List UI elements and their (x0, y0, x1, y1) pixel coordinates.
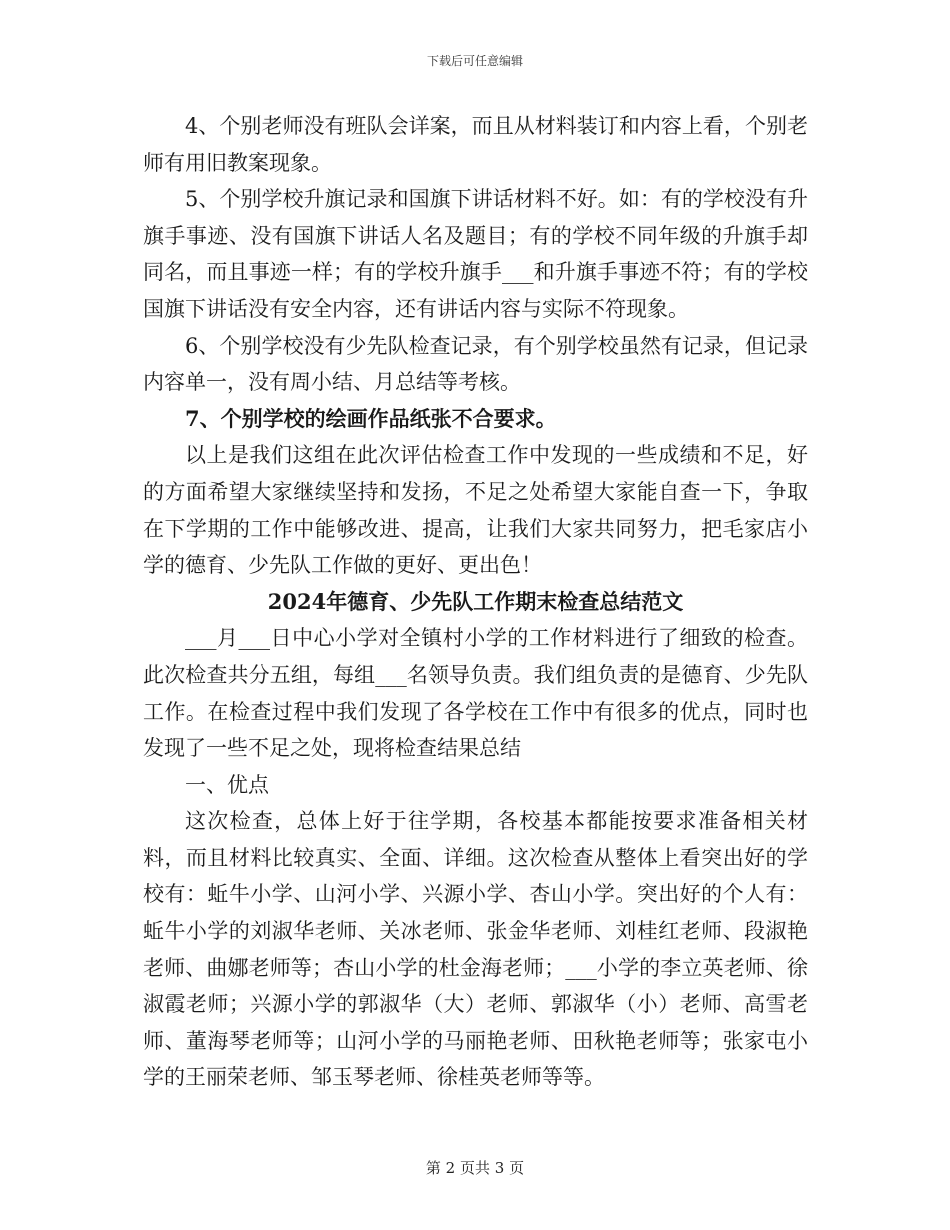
paragraph-advantages: 这次检查，总体上好于往学期，各校基本都能按要求准备相关材料，而且材料比较真实、全面、详细。这次检查从整体上看突出好的学校有：蚯牛小学、山河小学、兴源小学、杏山小学。突出好的个人有：蚯牛小学的刘淑华老师、关冰老师、张金华老师、刘桂红老师、段淑艳老师、曲娜老师等；杏山小学的杜金海老师；___小学的李立英老师、徐淑霞老师；兴源小学的郭淑华（大）老师、郭淑华（小）老师、高雪老师、董海琴老师等；山河小学的马丽艳老师、田秋艳老师等；张家屯小学的王丽荣老师、邹玉琴老师、徐桂英老师等等。 (143, 809, 808, 1090)
document-body (143, 108, 808, 1096)
page-footer: 第 2 页共 3 页 (425, 1159, 525, 1177)
paragraph-item-5: 5、个别学校升旗记录和国旗下讲话材料不好。如：有的学校没有升旗手事迹、没有国旗下讲话人名及题目；有的学校不同年级的升旗手却同名，而且事迹一样；有的学校升旗手___和升旗手事迹不符；有的学校国旗下讲话没有安全内容，还有讲话内容与实际不符现象。 (143, 187, 808, 321)
page-header: 下载后可任意编辑 (426, 54, 523, 68)
paragraph-item-6: 6、个别学校没有少先队检查记录，有个别学校虽然有记录，但记录内容单一，没有周小结、月总结等考核。 (143, 333, 808, 395)
paragraph-item-7: 7、个别学校的绘画作品纸张不合要求。 (185, 405, 557, 431)
paragraph-closing: 以上是我们这组在此次评估检查工作中发现的一些成绩和不足，好的方面希望大家继续坚持和发扬，不足之处希望大家能自查一下，争取在下学期的工作中能够改进、提高，让我们大家共同努力，把毛家店小学的德育、少先队工作做的更好、更出色！ (143, 443, 808, 578)
heading-advantages: 一、优点 (185, 772, 269, 797)
section-title: 2024年德育、少先队工作期末检查总结范文 (267, 588, 684, 614)
paragraph-item-4: 4、个别老师没有班队会详案，而且从材料装订和内容上看，个别老师有用旧教案现象。 (143, 114, 808, 175)
paragraph-intro: ___月___日中心小学对全镇村小学的工作材料进行了细致的检查。此次检查共分五组，每组___名领导负责。我们组负责的是德育、少先队工作。在检查过程中我们发现了各学校在工作中有很多的优点，同时也发现了一些不足之处，现将检查结果总结 (143, 626, 808, 761)
